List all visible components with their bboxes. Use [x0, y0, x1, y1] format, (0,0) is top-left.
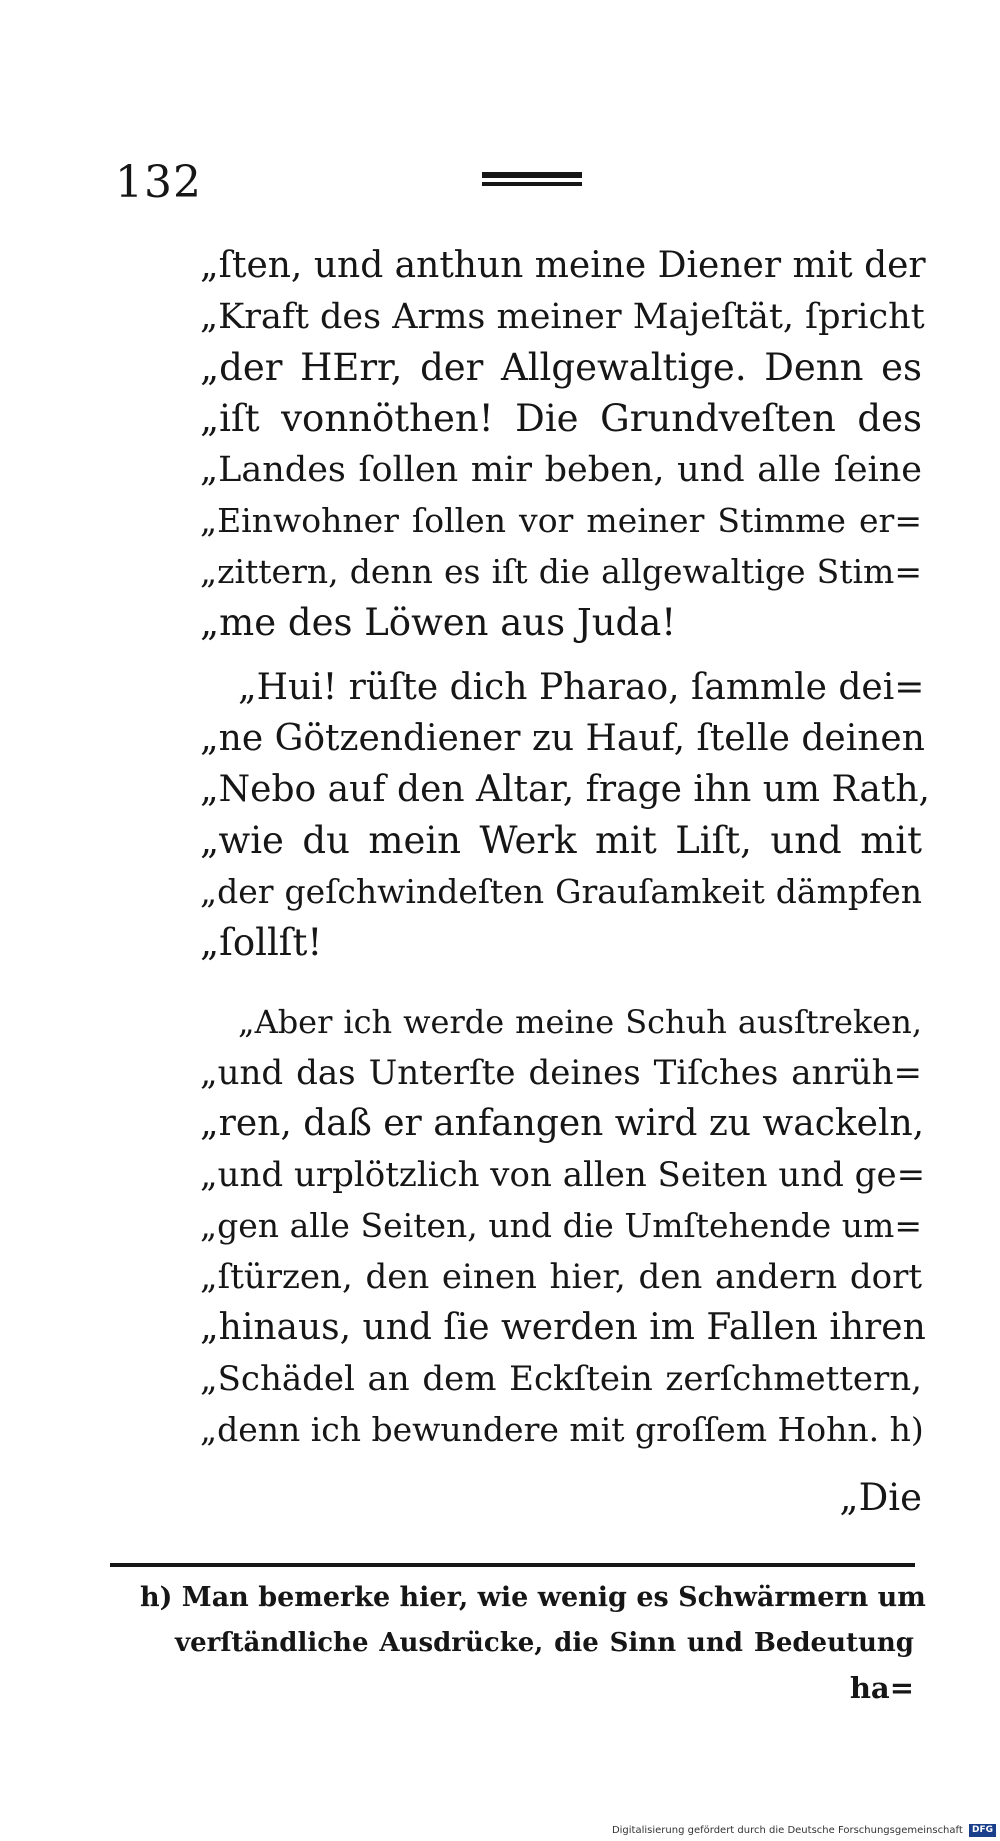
text-line: „Schädel an dem Eckſtein zerſchmettern,	[200, 1359, 922, 1399]
text-line: „ne Götzendiener zu Hauf, ſtelle deinen	[200, 718, 925, 759]
text-line: „und das Unterſte deines Tiſches anrüh=	[200, 1053, 922, 1093]
text-line: „der geſchwindeſten Grauſamkeit dämpfen	[200, 872, 922, 911]
text-line: „Kraft des Arms meiner Majeſtät, ſpricht	[200, 297, 925, 337]
catchword: „Die	[839, 1476, 922, 1519]
text-line: „me des Löwen aus Juda!	[200, 601, 677, 644]
text-line: „der HErr, der Allgewaltige. Denn es	[200, 346, 922, 389]
text-line: „und urplötzlich von allen Seiten und ge=	[200, 1155, 926, 1195]
text-line: „zittern, denn es iſt die allgewaltige Stim=	[200, 552, 922, 591]
footnote-line: h) Man bemerke hier, wie wenig es Schwärmern um	[140, 1582, 926, 1613]
text-line: „ren, daß er anfangen wird zu wackeln,	[200, 1103, 925, 1144]
page-number: 132	[115, 157, 202, 208]
text-line: „Aber ich werde meine Schuh ausſtreken,	[238, 1003, 922, 1041]
text-line: „Hui! rüſte dich Pharao, ſammle dei=	[238, 667, 925, 708]
footnote-catchword: ha=	[849, 1671, 914, 1705]
text-line: „Landes ſollen mir beben, und alle ſeine	[200, 450, 922, 490]
header-rule-bar	[482, 182, 582, 186]
text-line: „ſollſt!	[200, 921, 323, 964]
text-line: „Einwohner ſollen vor meiner Stimme er=	[200, 501, 922, 540]
text-line: „ſtürzen, den einen hier, den andern dort	[200, 1257, 922, 1297]
footnote-line: verſtändliche Ausdrücke, die Sinn und Bedeutung	[175, 1628, 914, 1658]
credit-text: Digitalisierung gefördert durch die Deutsche Forschungsgemeinschaft	[611, 1825, 963, 1836]
text-line: „hinaus, und ſie werden im Fallen ihren	[200, 1307, 926, 1348]
header-rule	[482, 172, 582, 188]
digitization-credit	[600, 1822, 996, 1839]
footnote-rule	[110, 1563, 915, 1567]
text-line: „Nebo auf den Altar, frage ihn um Rath,	[200, 769, 930, 810]
dfg-logo-icon: DFG	[969, 1824, 996, 1837]
text-line: „ſten, und anthun meine Diener mit der	[200, 245, 926, 286]
text-line: „gen alle Seiten, und die Umſtehende um=	[200, 1206, 922, 1245]
header-rule-bar	[482, 172, 582, 178]
text-line: „denn ich bewundere mit groſſem Hohn. h)	[200, 1410, 924, 1449]
text-line: „wie du mein Werk mit Liſt, und mit	[200, 819, 922, 862]
text-line: „iſt vonnöthen! Die Grundveſten des	[200, 397, 922, 440]
